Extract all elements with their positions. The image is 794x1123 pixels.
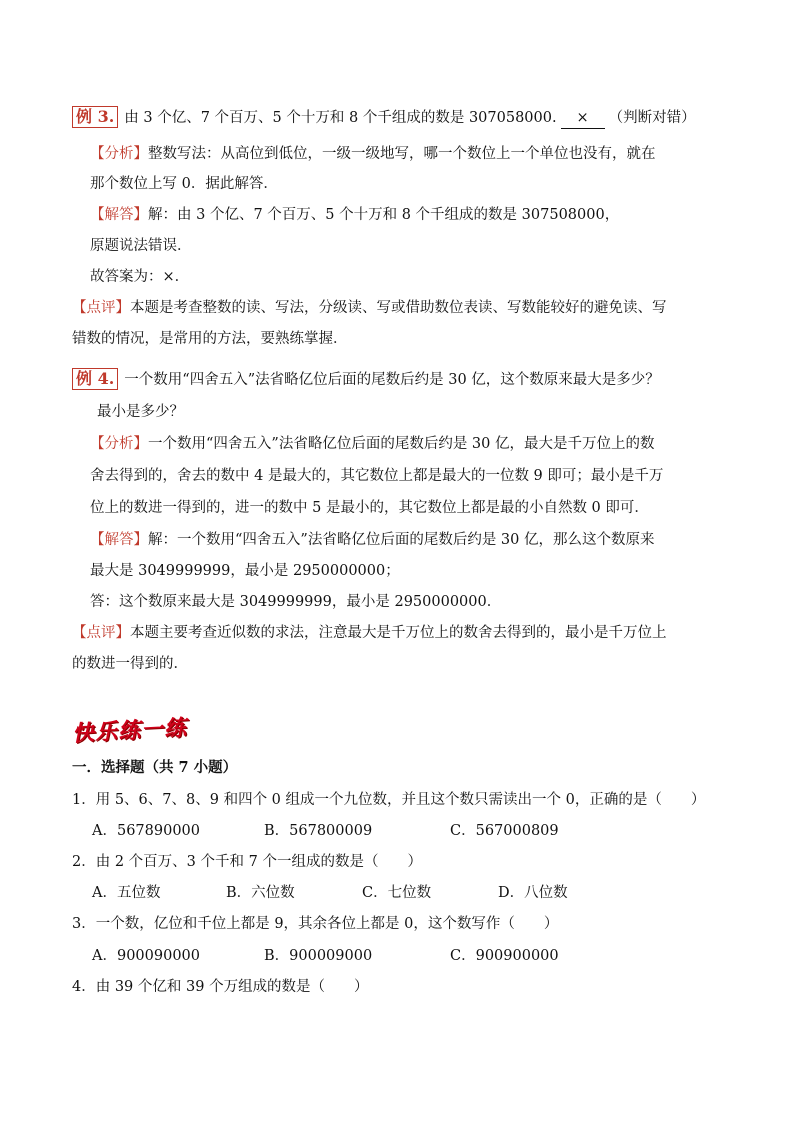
example-4-question: [72, 368, 660, 390]
option-b[interactable]: B．567800009: [264, 823, 373, 839]
example-4-badge: 例 4.: [72, 368, 118, 390]
question-3-stem: 3．一个数，亿位和千位上都是 9，其余各位上都是 0，这个数写作（ ）: [72, 916, 559, 932]
example-4-analysis: [90, 434, 655, 454]
example-3-judge-note: （判断对错）: [608, 110, 696, 126]
question-1-stem: 1．用 5、6、7、8、9 和四个 0 组成一个九位数，并且这个数只需读出一个 0，正确的是（ ）: [72, 792, 706, 808]
example-3-answer-blank: ×: [561, 108, 605, 129]
comment-tag: 【点评】: [72, 625, 130, 641]
analysis-text: 整数写法：从高位到低位，一级一级地写，哪一个数位上一个单位也没有，就在: [148, 146, 656, 162]
example-4-comment: [72, 623, 667, 643]
analysis-tag: 【分析】: [90, 436, 148, 452]
option-c[interactable]: C．900900000: [450, 948, 559, 964]
answer-text: 解：由 3 个亿、7 个百万、5 个十万和 8 个千组成的数是 307508000，: [148, 207, 620, 223]
option-c[interactable]: C．七位数: [362, 885, 432, 901]
option-b[interactable]: B．900009000: [264, 948, 373, 964]
example-4-question-cont: 最小是多少？: [97, 404, 184, 420]
option-d[interactable]: D．八位数: [498, 885, 568, 901]
comment-text: 本题是考查整数的读、写法，分级读、写或借助数位表读、写数能较好的避免读、写: [130, 300, 667, 316]
example-3-answer: [90, 205, 619, 225]
example-3-badge: 例 3.: [72, 106, 118, 128]
option-a[interactable]: A．567890000: [92, 823, 200, 839]
practice-heading: 快乐练一练: [71, 715, 188, 747]
answer-tag: 【解答】: [90, 207, 148, 223]
example-4-answer-line-2: 最大是 3049999999，最小是 2950000000；: [90, 563, 400, 579]
example-4-question-text: 一个数用“四舍五入”法省略亿位后面的尾数后约是 30 亿，这个数原来最大是多少？: [124, 372, 660, 388]
answer-text: 解：一个数用“四舍五入”法省略亿位后面的尾数后约是 30 亿，那么这个数原来: [148, 532, 655, 548]
example-3-analysis: [90, 144, 656, 164]
question-4-stem: 4．由 39 个亿和 39 个万组成的数是（ ）: [72, 979, 369, 995]
example-3-comment: [72, 298, 667, 318]
example-3-answer-line-3: 故答案为：×．: [90, 269, 190, 285]
option-a[interactable]: A．900090000: [92, 948, 200, 964]
comment-tag: 【点评】: [72, 300, 130, 316]
answer-tag: 【解答】: [90, 532, 148, 548]
example-3-analysis-cont: 那个数位上写 0．据此解答．: [90, 176, 278, 192]
option-c[interactable]: C．567000809: [450, 823, 559, 839]
question-2-stem: 2．由 2 个百万、3 个千和 7 个一组成的数是（ ）: [72, 854, 422, 870]
example-3-question: [72, 106, 696, 129]
example-4-analysis-line-2: 舍去得到的，舍去的数中 4 是最大的，其它数位上都是最大的一位数 9 即可；最小是千万: [90, 468, 664, 484]
example-3-answer-line-2: 原题说法错误．: [90, 238, 192, 254]
analysis-text: 一个数用“四舍五入”法省略亿位后面的尾数后约是 30 亿，最大是千万位上的数: [148, 436, 655, 452]
section-title: 一．选择题（共 7 小题）: [72, 759, 238, 776]
example-3-question-text: 由 3 个亿、7 个百万、5 个十万和 8 个千组成的数是 307058000.: [124, 110, 557, 126]
comment-text: 本题主要考查近似数的求法，注意最大是千万位上的数舍去得到的，最小是千万位上: [130, 625, 667, 641]
example-3-comment-cont: 错数的情况，是常用的方法，要熟练掌握．: [72, 331, 348, 347]
example-4-analysis-line-3: 位上的数进一得到的，进一的数中 5 是最小的，其它数位上都是最的小自然数 0 即可．: [90, 500, 649, 516]
option-b[interactable]: B．六位数: [226, 885, 295, 901]
example-4-answer: [90, 530, 655, 550]
example-4-answer-line-3: 答：这个数原来最大是 3049999999，最小是 2950000000．: [90, 594, 502, 610]
analysis-tag: 【分析】: [90, 146, 148, 162]
option-a[interactable]: A．五位数: [92, 885, 161, 901]
example-4-comment-cont: 的数进一得到的．: [72, 656, 188, 672]
